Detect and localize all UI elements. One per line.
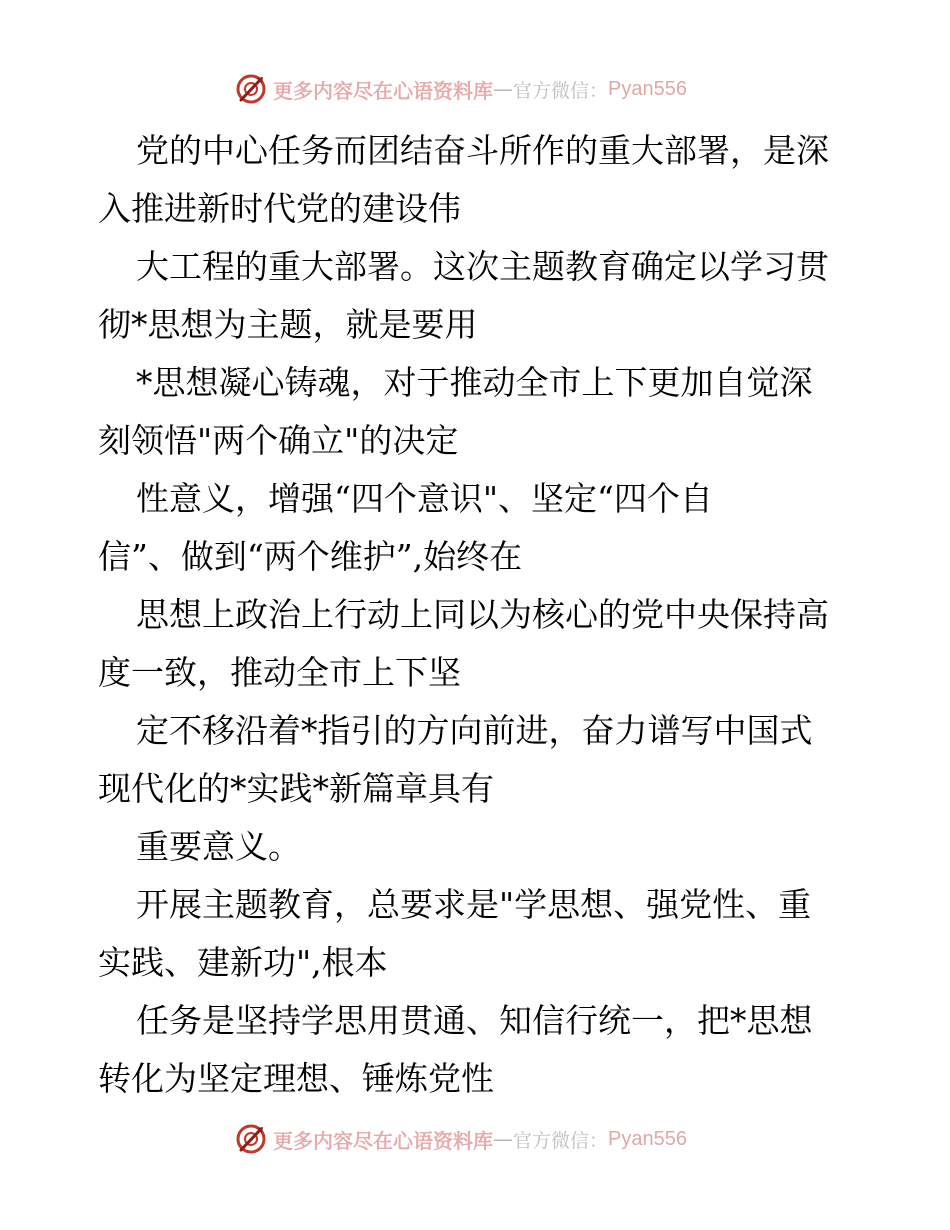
text-line: 彻*思想为主题，就是要用 [98,305,478,344]
watermark-dash: — [493,1127,513,1151]
footer-watermark [235,1122,687,1156]
text-line: 重要意义。 [136,827,301,866]
brand-logo-icon [235,1123,267,1155]
text-line: 党的中心任务而团结奋斗所作的重大部署，是深 [136,131,829,170]
text-line: 入推进新时代党的建设伟 [98,189,461,228]
watermark-brand-text: 更多内容尽在心语资料库 [273,1128,493,1153]
brand-logo-icon [235,73,267,105]
text-line: 思想上政治上行动上同以为核心的党中央保持高 [136,595,829,634]
text-line: 开展主题教育，总要求是"学思想、强党性、重 [136,885,812,924]
text-line: 刻领悟"两个确立"的决定 [98,421,459,460]
watermark-wechat-id: Pyan556 [608,77,687,100]
text-line: 定不移沿着*指引的方向前进，奋力谱写中国式 [136,711,813,750]
watermark-label: 官方微信： [513,1129,609,1152]
document-body [98,122,858,1108]
text-line: 信”、做到“两个维护”,始终在 [98,537,523,576]
text-line: 大工程的重大部署。这次主题教育确定以学习贯 [136,247,829,286]
watermark-wechat-id: Pyan556 [608,1127,687,1150]
text-line: 任务是坚持学思用贯通、知信行统一，把*思想 [136,1001,813,1040]
watermark-dash: — [493,77,513,101]
text-line: *思想凝心铸魂，对于推动全市上下更加自觉深 [136,363,813,402]
watermark-brand-text: 更多内容尽在心语资料库 [273,78,493,103]
text-line: 现代化的*实践*新篇章具有 [98,769,494,808]
watermark-label: 官方微信： [513,79,609,102]
text-line: 度一致，推动全市上下坚 [98,653,461,692]
text-line: 转化为坚定理想、锤炼党性 [98,1059,494,1098]
text-line: 性意义，增强“四个意识"、坚定“四个自 [136,479,713,518]
text-line: 实践、建新功",根本 [98,943,388,982]
header-watermark [235,72,687,106]
